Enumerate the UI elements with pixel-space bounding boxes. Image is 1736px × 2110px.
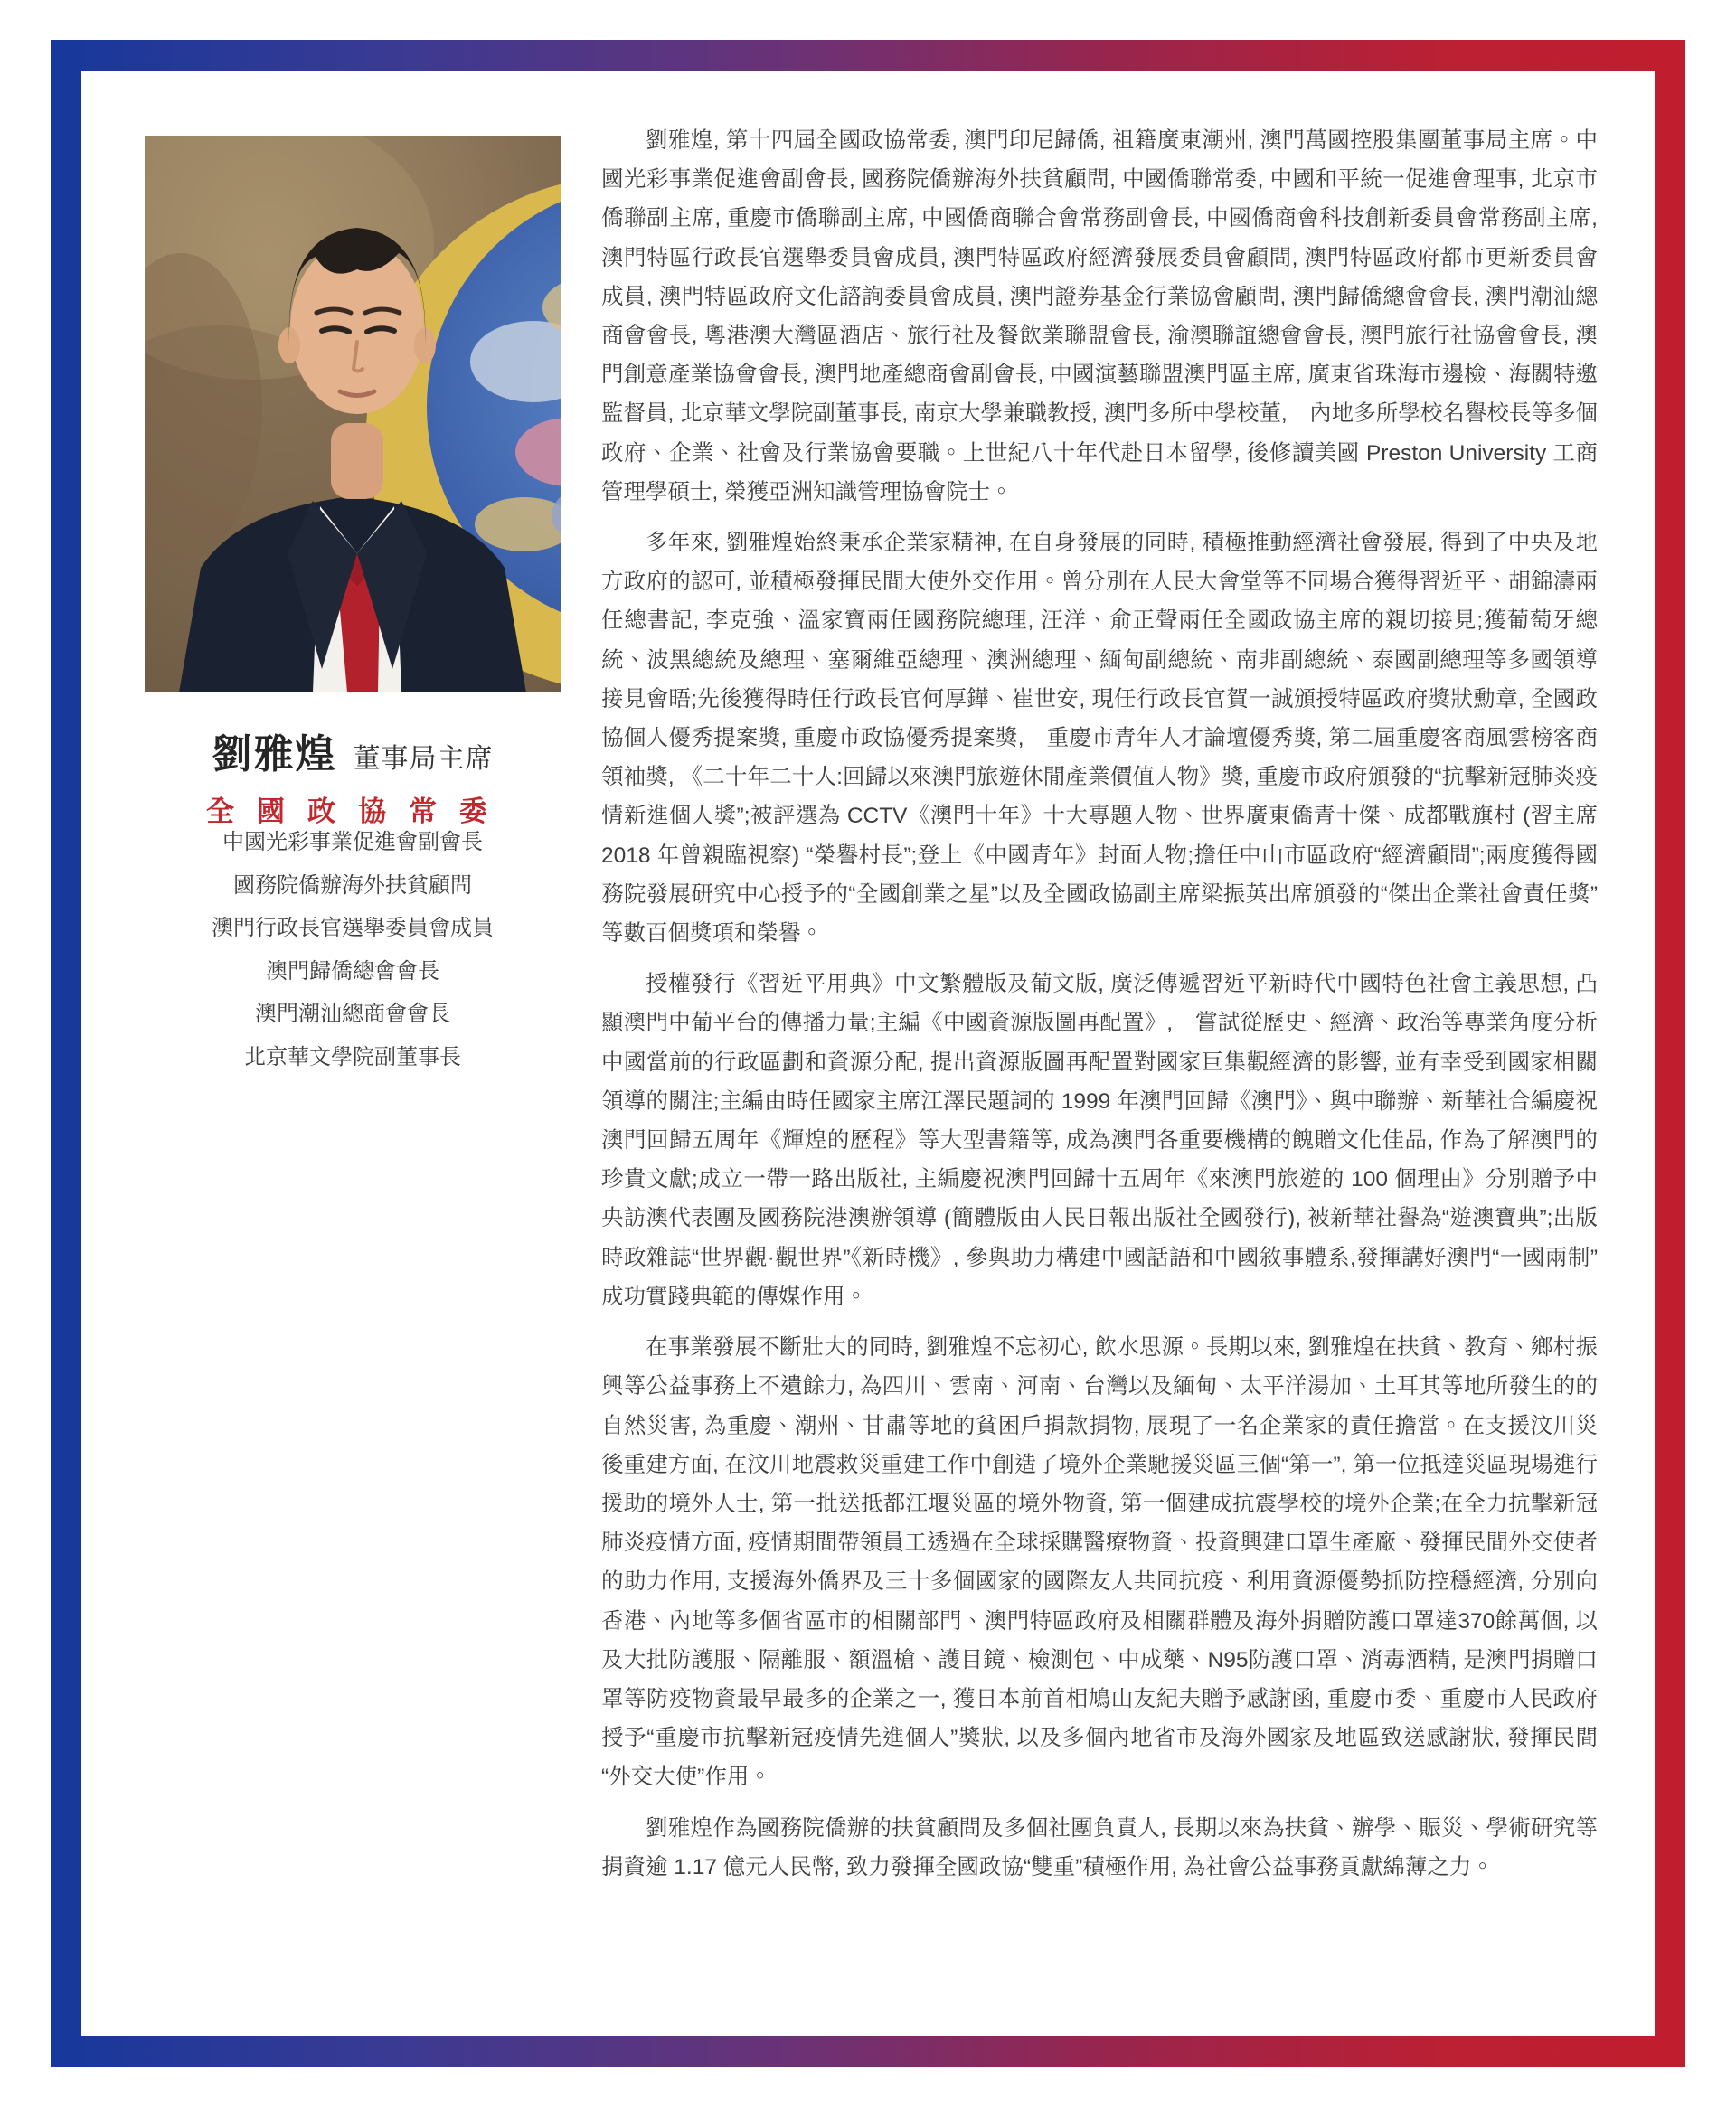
page-content-area (81, 71, 1655, 2036)
gradient-border-frame (51, 40, 1685, 2067)
bio-paragraph-2: 多年來, 劉雅煌始終秉承企業家精神, 在自身發展的同時, 積極推動經濟社會發展, 得到了中央及地方政府的認可, 並積極發揮民間大使外交作用。曾分別在人民大會堂等不同場合獲得習近平、胡錦濤兩任總書記, 李克強、溫家寶兩任國務院總理, 汪洋、俞正聲兩任全國政協主席的親切接見;獲葡萄牙總統、波黑總統及總理、塞爾維亞總理、澳洲總理、緬甸副總統、南非副總統、泰國副總理等多國領導接見會晤;先後獲得時任行政長官何厚鏵、崔世安, 現任行政長官賀一誠頒授特區政府獎狀勳章, 全國政協個人優秀提案獎, 重慶市政協優秀提案獎, 重慶市青年人才論壇優秀獎, 第二屆重慶客商風雲榜客商領袖獎, 《二十年二十人:回歸以來澳門旅遊休閒產業價值人物》獎, 重慶市政府頒發的“抗擊新冠肺炎疫情新進個人獎”;被評選為 CCTV《澳門十年》十大專題人物、世界廣東僑青十傑、成都戰旗村 (習主席 2018 年曾親臨視察) “榮譽村長”;登上《中國青年》封面人物;擔任中山市區政府“經濟顧問”;兩度獲得國務院發展研究中心授予的“全國創業之星”以及全國政協副主席梁振英出席頒發的“傑出企業社會責任獎”等數百個獎項和榮譽。 (601, 531, 1598, 947)
portrait-illustration (145, 136, 561, 692)
profile-name-row (145, 721, 561, 779)
role-item: 國務院僑辦海外扶貧顧問 (233, 872, 472, 898)
biography-text (601, 121, 1598, 1898)
person-title: 董事局主席 (353, 744, 494, 774)
portrait-photo (145, 136, 561, 692)
bio-paragraph-3: 授權發行《習近平用典》中文繁體版及葡文版, 廣泛傳遞習近平新時代中國特色社會主義思想, 凸顯澳門中葡平台的傳播力量;主編《中國資源版圖再配置》, 嘗試從歷史、經濟、政治等專業角度分析中國當前的行政區劃和資源分配, 提出資源版圖再配置對國家巨集觀經濟的影響, 並有幸受到國家相關領導的關注;主編由時任國家主席江澤民題詞的 1999 年澳門回歸《澳門》、與中聯辦、新華社合編慶祝澳門回歸五周年《輝煌的歷程》等大型書籍等, 成為澳門各重要機構的餽贈文化佳品, 作為了解澳門的珍貴文獻;成立一帶一路出版社, 主編慶祝澳門回歸十五周年《來澳門旅遊的 100 個理由》分別贈予中央訪澳代表團及國務院港澳辦領導 (簡體版由人民日報出版社全國發行), 被新華社譽為“遊澳寶典”;出版時政雜誌“世界觀·觀世界”《新時機》, 參與助力構建中國話語和中國敘事體系,發揮講好澳門“一國兩制”成功實踐典範的傳媒作用。 (601, 972, 1598, 1309)
role-item: 中國光彩事業促進會副會長 (222, 830, 483, 854)
person-name: 劉雅煌 (212, 732, 337, 777)
role-item: 澳門行政長官選舉委員會成員 (212, 916, 494, 940)
role-item: 澳門歸僑總會會長 (266, 958, 439, 984)
bio-paragraph-1: 劉雅煌, 第十四屆全國政協常委, 澳門印尼歸僑, 祖籍廣東潮州, 澳門萬國控股集團董事局主席。中國光彩事業促進會副會長, 國務院僑辦海外扶貧顧問, 中國僑聯常委, 中國和平統一促進會理事, 北京市僑聯副主席, 重慶市僑聯副主席, 中國僑商聯合會常務副會長, 中國僑商會科技創新委員會常務副主席, 澳門特區行政長官選舉委員會成員, 澳門特區政府經濟發展委員會顧問, 澳門特區政府都市更新委員會成員, 澳門特區政府文化諮詢委員會成員, 澳門證券基金行業協會顧問, 澳門歸僑總會會長, 澳門潮汕總商會會長, 粵港澳大灣區酒店、旅行社及餐飲業聯盟會長, 渝澳聯誼總會會長, 澳門旅行社協會會長, 澳門創意產業協會會長, 澳門地產總商會副會長, 中國演藝聯盟澳門區主席, 廣東省珠海市邊檢、海關特邀監督員, 北京華文學院副董事長, 南京大學兼職教授, 澳門多所中學校董, 內地多所學校名譽校長等多個政府、企業、社會及行業協會要職。上世紀八十年代赴日本留學, 後修讀美國 Preston University 工商管理學碩士, 榮獲亞洲知識管理協會院士。 (601, 128, 1598, 504)
roles-list (118, 821, 588, 1079)
bio-paragraph-5: 劉雅煌作為國務院僑辦的扶貧顧問及多個社團負責人, 長期以來為扶貧、辦學、賑災、學術研究等捐資逾 1.17 億元人民幣, 致力發揮全國政協“雙重”積極作用, 為社會公益事務貢獻綿薄之力。 (601, 1815, 1598, 1879)
role-item: 北京華文學院副董事長 (244, 1044, 461, 1069)
role-item: 澳門潮汕總商會會長 (255, 1002, 450, 1026)
bio-paragraph-4: 在事業發展不斷壯大的同時, 劉雅煌不忘初心, 飲水思源。長期以來, 劉雅煌在扶貧、教育、鄉村振興等公益事務上不遺餘力, 為四川、雲南、河南、台灣以及緬甸、太平洋湯加、土耳其等地所發生的的自然災害, 為重慶、潮州、甘肅等地的貧困戶捐款捐物, 展現了一名企業家的責任擔當。在支援汶川災後重建方面, 在汶川地震救災重建工作中創造了境外企業馳援災區三個“第一”, 第一位抵達災區現場進行援助的境外人士, 第一批送抵都江堰災區的境外物資, 第一個建成抗震學校的境外企業;在全力抗擊新冠肺炎疫情方面, 疫情期間帶領員工透過在全球採購醫療物資、投資興建口罩生產廠、發揮民間外交使者的助力作用, 支援海外僑界及三十多個國家的國際友人共同抗疫、利用資源優勢抓防控穩經濟, 分別向香港、內地等多個省區市的相關部門、澳門特區政府及相關群體及海外捐贈防護口罩達370餘萬個, 以及大批防護服、隔離服、額溫槍、護目鏡、檢測包、中成藥、N95防護口罩、消毒酒精, 是澳門捐贈口罩等防疫物資最早最多的企業之一, 獲日本前首相鳩山友紀夫贈予感謝函, 重慶市委、重慶市人民政府授予“重慶市抗擊新冠疫情先進個人”獎狀, 以及多個內地省市及海外國家及地區致送感謝狀, 發揮民間“外交大使”作用。 (601, 1335, 1598, 1790)
highlight-title: 全國政協常委 (206, 796, 510, 827)
